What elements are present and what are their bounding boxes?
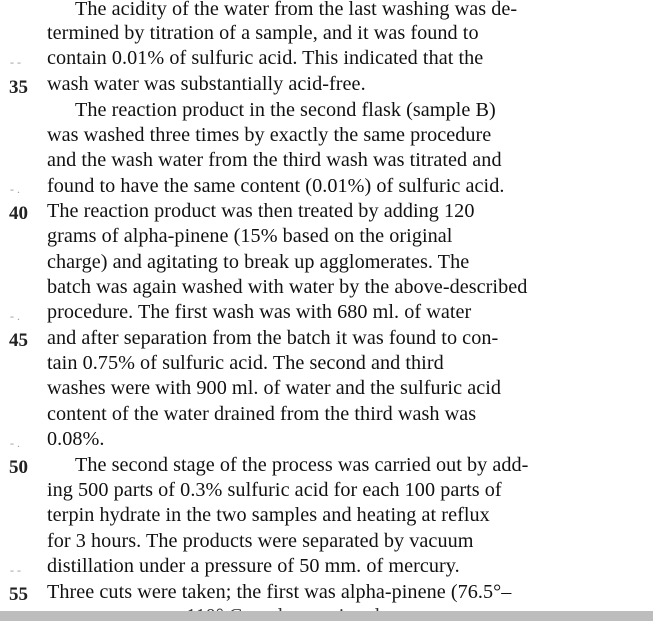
text-line: The reaction product in the second flask (sample B)	[75, 99, 496, 121]
text-line: terpin hydrate in the two samples and heating at reflux	[47, 504, 490, 526]
text-line: wash water was substantially acid-free.	[47, 73, 366, 95]
margin-tick-mark: - .	[10, 309, 20, 323]
text-line: distillation under a pressure of 50 mm. of mercury.	[47, 555, 460, 577]
text-line: charge) and agitating to break up agglomerates. The	[47, 251, 470, 273]
text-line: procedure. The first wash was with 680 ml. of water	[47, 301, 472, 323]
text-line: The acidity of the water from the last washing was de-	[75, 0, 518, 20]
text-line: contain 0.01% of sulfuric acid. This indicated that the	[47, 47, 484, 69]
line-number: 40	[9, 203, 28, 224]
line-number: 35	[9, 77, 28, 98]
text-line: The second stage of the process was carried out by add-	[75, 454, 529, 476]
text-line: and the wash water from the third wash was titrated and	[47, 149, 502, 171]
text-line: grams of alpha-pinene (15% based on the original	[47, 225, 453, 247]
text-line: The reaction product was then treated by adding 120	[47, 200, 475, 222]
text-line: tain 0.75% of sulfuric acid. The second and third	[47, 352, 444, 374]
text-line: washes were with 900 ml. of water and the sulfuric acid	[47, 377, 502, 399]
text-line: 0.08%.	[47, 428, 105, 450]
text-line: batch was again washed with water by the above-described	[47, 276, 528, 298]
line-number: 45	[9, 330, 28, 351]
text-line: for 3 hours. The products were separated by vacuum	[47, 530, 474, 552]
line-number: 50	[9, 457, 28, 478]
text-line: ing 500 parts of 0.3% sulfuric acid for each 100 parts of	[47, 479, 502, 501]
text-line: was washed three times by exactly the same procedure	[47, 124, 492, 146]
text-line: Three cuts were taken; the first was alpha-pinene (76.5°–	[47, 581, 512, 603]
text-line: found to have the same content (0.01%) of sulfuric acid.	[47, 175, 505, 197]
margin-tick-mark: - .	[10, 182, 20, 196]
margin-tick-mark: - -	[10, 55, 21, 69]
text-line: content of the water drained from the third wash was	[47, 403, 477, 425]
margin-tick-mark: - .	[10, 436, 20, 450]
margin-tick-mark: - -	[10, 563, 21, 577]
text-line: and after separation from the batch it was found to con-	[47, 327, 499, 349]
text-line: termined by titration of a sample, and it was found to	[47, 22, 479, 44]
bottom-scroll-edge	[0, 611, 653, 621]
line-number: 55	[9, 584, 28, 605]
